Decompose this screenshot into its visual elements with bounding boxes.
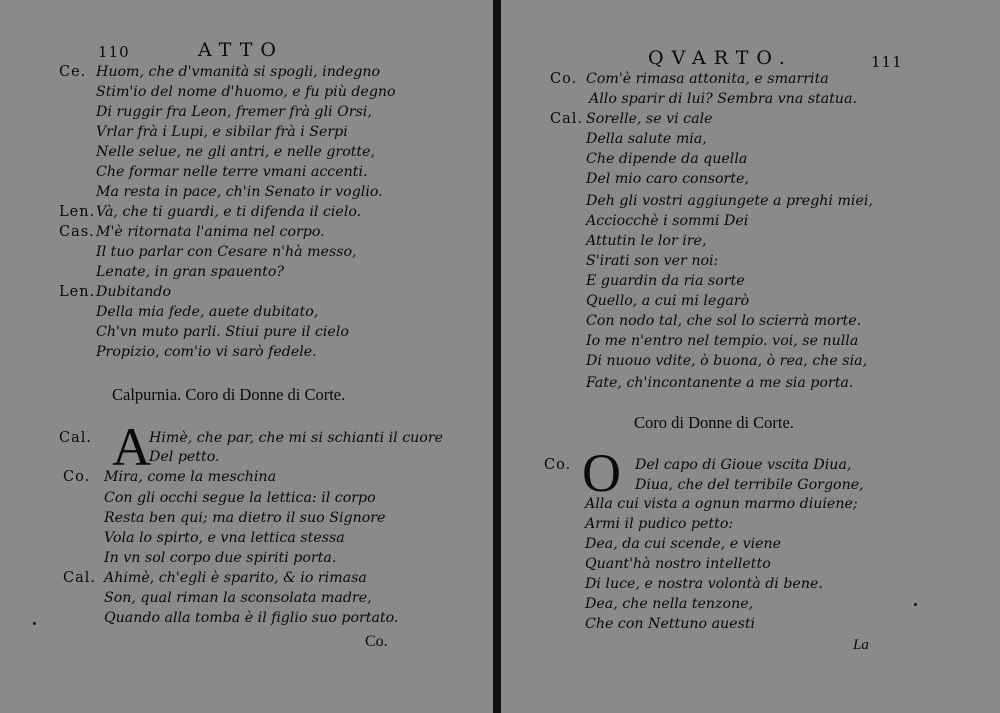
verse-text: Diua, che del terribile Gorgone, bbox=[635, 477, 864, 493]
page-number: 111 bbox=[871, 53, 903, 71]
verse-text: Armi il pudico petto: bbox=[585, 516, 734, 532]
verse-text: S'irati son ver noi: bbox=[586, 253, 719, 269]
verse-text: Himè, che par, che mi si schianti il cuore bbox=[149, 430, 444, 446]
catchword: La bbox=[853, 637, 869, 653]
verse-text: Di ruggir fra Leon, fremer frà gli Orsi, bbox=[96, 104, 372, 120]
book-gutter bbox=[493, 0, 501, 713]
verse-text: Che con Nettuno auesti bbox=[585, 616, 756, 632]
verse-text: Và, che ti guardi, e ti difenda il cielo. bbox=[96, 204, 362, 220]
verse-text: Huom, che d'vmanità si spogli, indegno bbox=[96, 64, 381, 80]
verse-text: In vn sol corpo due spiriti porta. bbox=[104, 550, 337, 566]
verse-text: Della salute mia, bbox=[586, 131, 707, 147]
drop-cap: A bbox=[112, 417, 151, 477]
drop-cap: O bbox=[582, 443, 621, 503]
speaker-tag: Ce. bbox=[59, 64, 87, 80]
verse-text: Vrlar frà i Lupi, e sibilar frà i Serpi bbox=[96, 124, 348, 140]
verse-text: Quello, a cui mi legarò bbox=[586, 293, 750, 309]
page-number: 110 bbox=[98, 43, 130, 61]
verse-text: Alla cui vista a ognun marmo diuiene; bbox=[585, 496, 858, 512]
verse-text: Del petto. bbox=[149, 449, 220, 465]
verse-text: Del mio caro consorte, bbox=[586, 171, 749, 187]
verse-text: Allo sparir di lui? Sembra vna statua. bbox=[589, 91, 858, 107]
verse-text: Con gli occhi segue la lettica: il corpo bbox=[104, 490, 376, 506]
verse-text: Con nodo tal, che sol lo scierrà morte. bbox=[586, 313, 862, 329]
verse-text: Acciocchè i sommi Dei bbox=[586, 213, 749, 229]
verse-text: Son, qual riman la sconsolata madre, bbox=[104, 590, 372, 606]
catchword: Co. bbox=[365, 633, 388, 650]
verse-text: Del capo di Gioue vscita Diua, bbox=[635, 457, 852, 473]
verse-text: Attutin le lor ire, bbox=[586, 233, 707, 249]
verse-text: Che formar nelle terre vmani accenti. bbox=[96, 164, 368, 180]
running-head: QVARTO. bbox=[648, 47, 793, 69]
verse-text: Stim'io del nome d'huomo, e fu più degno bbox=[96, 84, 396, 100]
verse-text: Ahimè, ch'egli è sparito, & io rimasa bbox=[104, 570, 367, 586]
verse-text: Quant'hà nostro intelletto bbox=[585, 556, 771, 572]
verse-text: Di nuouo vdite, ò buona, ò rea, che sia, bbox=[586, 353, 868, 369]
verse-text: Della mia fede, auete dubitato, bbox=[96, 304, 319, 320]
verse-text: Resta ben qui; ma dietro il suo Signore bbox=[104, 510, 386, 526]
speaker-tag: Cal. bbox=[59, 430, 92, 446]
verse-text: Mira, come la meschina bbox=[104, 469, 277, 485]
ink-speck bbox=[914, 603, 917, 606]
ink-speck bbox=[33, 622, 36, 625]
verse-text: Io me n'entro nel tempio. voi, se nulla bbox=[586, 333, 859, 349]
verse-text: Dubitando bbox=[96, 284, 172, 300]
verse-text: Il tuo parlar con Cesare n'hà messo, bbox=[96, 244, 357, 260]
verse-text: Deh gli vostri aggiungete a preghi miei, bbox=[586, 193, 873, 209]
verse-text: Com'è rimasa attonita, e smarrita bbox=[586, 71, 829, 87]
scene-heading: Coro di Donne di Corte. bbox=[634, 413, 794, 432]
verse-text: Vola lo spirto, e vna lettica stessa bbox=[104, 530, 345, 546]
verse-text: Propizio, com'io vi sarò fedele. bbox=[96, 344, 317, 360]
speaker-tag: Co. bbox=[63, 469, 91, 485]
verse-text: Sorelle, se vi cale bbox=[586, 111, 713, 127]
scene-heading: Calpurnia. Coro di Donne di Corte. bbox=[112, 385, 346, 404]
verse-text: Quando alla tomba è il figlio suo portato. bbox=[104, 610, 399, 626]
verse-text: Di luce, e nostra volontà di bene. bbox=[585, 576, 823, 592]
speaker-tag: Cal. bbox=[63, 570, 96, 586]
right-page bbox=[501, 0, 1000, 713]
verse-text: Ch'vn muto parli. Stiui pure il cielo bbox=[96, 324, 349, 340]
verse-text: Lenate, in gran spauento? bbox=[96, 264, 285, 280]
speaker-tag: Co. bbox=[544, 457, 572, 473]
verse-text: Nelle selue, ne gli antri, e nelle grotte, bbox=[96, 144, 376, 160]
speaker-tag: Co. bbox=[550, 71, 578, 87]
running-head: ATTO bbox=[198, 39, 284, 61]
verse-text: Che dipende da quella bbox=[586, 151, 748, 167]
speaker-tag: Cal. bbox=[550, 111, 583, 127]
verse-text: M'è ritornata l'anima nel corpo. bbox=[96, 224, 325, 240]
speaker-tag: Len. bbox=[59, 204, 96, 220]
verse-text: E guardin da ria sorte bbox=[586, 273, 745, 289]
verse-text: Ma resta in pace, ch'in Senato ir voglio. bbox=[96, 184, 383, 200]
left-page bbox=[0, 0, 493, 713]
speaker-tag: Len. bbox=[59, 284, 96, 300]
speaker-tag: Cas. bbox=[59, 224, 95, 240]
verse-text: Fate, ch'incontanente a me sia porta. bbox=[586, 375, 854, 391]
verse-text: Dea, che nella tenzone, bbox=[585, 596, 754, 612]
verse-text: Dea, da cui scende, e viene bbox=[585, 536, 782, 552]
